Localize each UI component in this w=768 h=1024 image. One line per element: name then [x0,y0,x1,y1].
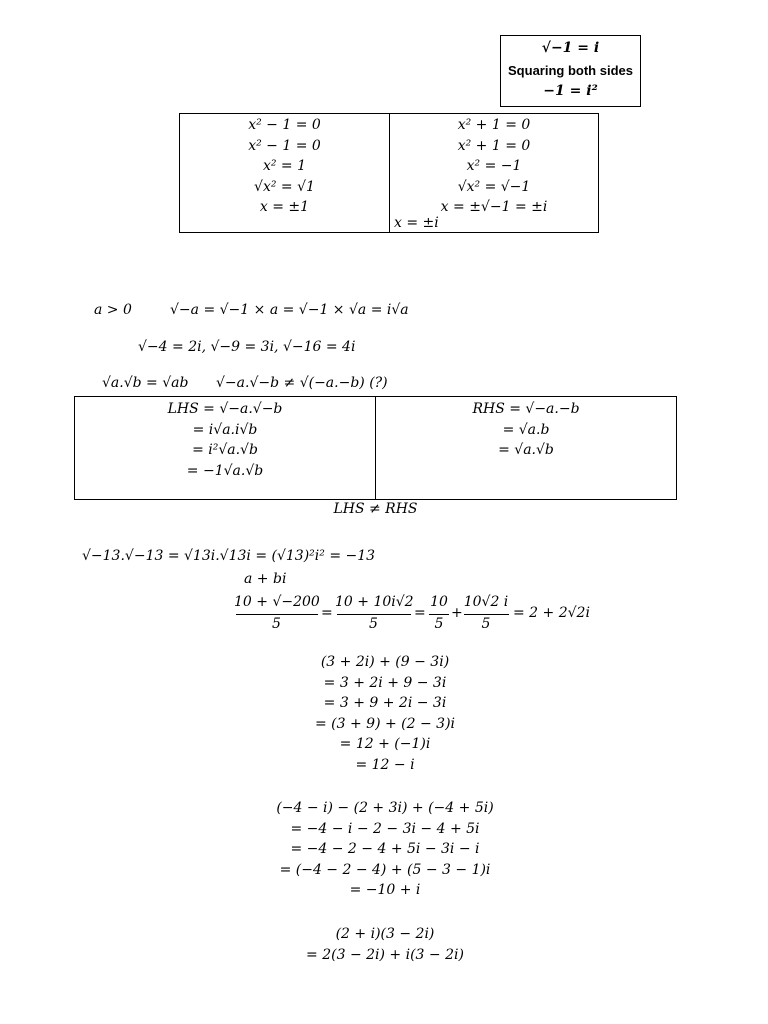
note-box [500,35,641,107]
lhs-row: = −1√a.√b [186,462,264,479]
fraction-2-denominator: 5 [369,616,378,632]
condition: a > 0 [94,302,132,318]
lhs-row: LHS = √−a.√−b [167,401,283,417]
product-rule-negative: √−a.√−b ≠ √(−a.−b) (?) [216,375,388,391]
fraction-2-numerator: 10 + 10i√2 [335,594,414,610]
left-row: √x² = √1 [254,178,315,195]
left-row: x² − 1 = 0 [248,117,321,133]
plus-sign: + [451,605,463,621]
rhs-column [376,399,676,461]
fraction-3-numerator: 10 [430,594,448,610]
fraction-3-bar [429,614,449,615]
sqrt-negative-rule: √−a = √−1 × a = √−1 × √a = i√a [170,302,409,318]
lhs-row: = i√a.i√b [192,421,258,438]
step-line: = (−4 − 2 − 4) + (5 − 3 − 1)i [279,861,491,878]
step-line: (3 + 2i) + (9 − 3i) [320,654,450,670]
right-row: x² + 1 = 0 [457,117,531,133]
step-line: = 12 + (−1)i [339,736,431,752]
note-line-3: −1 = i² [543,83,598,99]
right-row: √x² = √−1 [457,178,531,195]
step-line: = 2(3 − 2i) + i(3 − 2i) [306,946,464,963]
right-extra-line: x = ±i [394,215,439,231]
quadratic-table [179,113,599,233]
right-row: x = ±√−1 = ±i [440,199,548,215]
multiplication-example [260,924,510,965]
right-row: x² + 1 = 0 [457,137,531,154]
rhs-row: RHS = √−a.−b [472,401,580,417]
equals-sign: = [414,605,426,621]
fraction-4-numerator: 10√2 i [463,594,509,610]
note-line-1: √−1 = i [541,40,600,56]
left-row: x = ±1 [259,199,310,215]
note-line-2: Squaring both sides [508,63,633,78]
step-line: = 3 + 9 + 2i − 3i [323,695,447,711]
step-line: = 3 + 2i + 9 − 3i [323,674,447,691]
standard-form: a + bi [244,571,287,587]
step-line: = −4 − i − 2 − 3i − 4 + 5i [290,820,480,837]
sqrt-examples: √−4 = 2i, √−9 = 3i, √−16 = 4i [138,339,356,355]
lhs-rhs-conclusion: LHS ≠ RHS [333,501,418,517]
fraction-3-denominator: 5 [434,616,444,632]
subtraction-example [260,798,510,901]
step-line: = −10 + i [349,882,421,898]
fraction-1-bar [236,614,318,615]
lhs-row: = i²√a.√b [192,442,258,458]
fraction-1-numerator: 10 + √−200 [234,594,320,610]
fraction-2-bar [337,614,411,615]
left-row: x² = 1 [262,158,307,174]
fraction-4-denominator: 5 [481,616,491,632]
lhs-column [75,399,375,481]
sqrt-13-example: √−13.√−13 = √13i.√13i = (√13)²i² = −13 [82,548,376,564]
left-row: x² − 1 = 0 [248,137,321,154]
step-line: (−4 − i) − (2 + 3i) + (−4 + 5i) [276,800,494,816]
fraction-4-bar [464,614,509,615]
product-rule: √a.√b = √ab [102,375,189,391]
addition-example [260,652,510,775]
lhs-rhs-table [74,396,677,500]
right-row: x² = −1 [466,158,522,174]
rhs-row: = √a.b [502,421,550,438]
step-line: (2 + i)(3 − 2i) [335,926,435,942]
step-line: = −4 − 2 − 4 + 5i − 3i − i [290,841,480,857]
equals-sign: = [321,605,333,621]
quadratic-table-right [390,115,598,218]
fraction-1-denominator: 5 [272,616,281,632]
step-line: = (3 + 9) + (2 − 3)i [314,715,456,732]
step-line: = 12 − i [355,756,415,773]
fraction-result: = 2 + 2√2i [513,605,590,621]
quadratic-table-left [180,115,389,218]
rhs-row: = √a.√b [498,442,554,458]
